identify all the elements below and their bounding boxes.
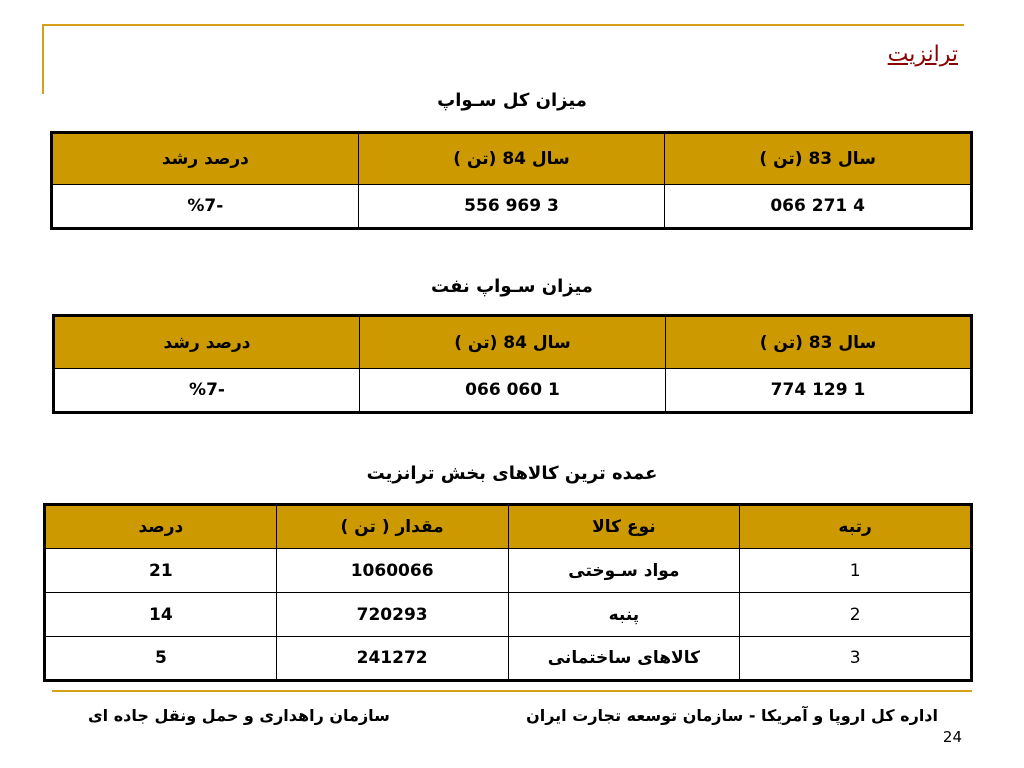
table2-cell-year84: 1 060 066 bbox=[360, 369, 666, 413]
table1-header-year83: سال 83 (تن ) bbox=[665, 133, 972, 185]
slide-title: ترانزیت bbox=[887, 42, 958, 67]
table1-header-growth: درصد رشد bbox=[52, 133, 359, 185]
table1-cell-year83: 4 271 066 bbox=[665, 185, 972, 229]
table3-header-rank: رتبه bbox=[740, 505, 972, 549]
quantity-cell: 241272 bbox=[276, 637, 508, 681]
footer-organization-right: اداره کل اروپا و آمریکا - سازمان توسعه تجارت ایران bbox=[526, 706, 938, 725]
top-rule bbox=[44, 24, 964, 26]
table1-cell-year84: 3 969 556 bbox=[358, 185, 665, 229]
percent-cell: 14 bbox=[45, 593, 277, 637]
table1-caption: میزان کل سـواپ bbox=[437, 90, 587, 111]
table3-header-percent: درصد bbox=[45, 505, 277, 549]
table2-header-year83: سال 83 (تن ) bbox=[666, 316, 972, 369]
rank-cell: 3 bbox=[740, 637, 972, 681]
total-swap-table bbox=[50, 131, 973, 230]
table3-header-goods-type: نوع کالا bbox=[508, 505, 740, 549]
goods-type-cell: پنبه bbox=[508, 593, 740, 637]
table1-header-year84: سال 84 (تن ) bbox=[358, 133, 665, 185]
table2-cell-growth: -%7 bbox=[54, 369, 360, 413]
rank-cell: 1 bbox=[740, 549, 972, 593]
quantity-cell: 720293 bbox=[276, 593, 508, 637]
table-row bbox=[45, 593, 972, 637]
table2-cell-year83: 1 129 774 bbox=[666, 369, 972, 413]
table1-cell-growth: -%7 bbox=[52, 185, 359, 229]
transit-goods-table bbox=[43, 503, 973, 682]
goods-type-cell: کالاهای ساختمانی bbox=[508, 637, 740, 681]
oil-swap-table bbox=[52, 314, 973, 414]
table2-header-growth: درصد رشد bbox=[54, 316, 360, 369]
percent-cell: 21 bbox=[45, 549, 277, 593]
bottom-rule bbox=[52, 690, 972, 692]
percent-cell: 5 bbox=[45, 637, 277, 681]
footer-organization-left: سازمان راهداری و حمل ونقل جاده ای bbox=[88, 706, 390, 725]
goods-type-cell: مواد سـوختی bbox=[508, 549, 740, 593]
page-number: 24 bbox=[942, 728, 962, 746]
table2-caption: میزان سـواپ نفت bbox=[431, 276, 593, 297]
table3-caption: عمده ترین کالاهای بخش ترانزیت bbox=[366, 463, 658, 484]
quantity-cell: 1060066 bbox=[276, 549, 508, 593]
table2-header-year84: سال 84 (تن ) bbox=[360, 316, 666, 369]
table-row bbox=[45, 549, 972, 593]
table-row bbox=[45, 637, 972, 681]
side-rule bbox=[42, 24, 44, 94]
rank-cell: 2 bbox=[740, 593, 972, 637]
table3-header-quantity: مقدار ( تن ) bbox=[276, 505, 508, 549]
